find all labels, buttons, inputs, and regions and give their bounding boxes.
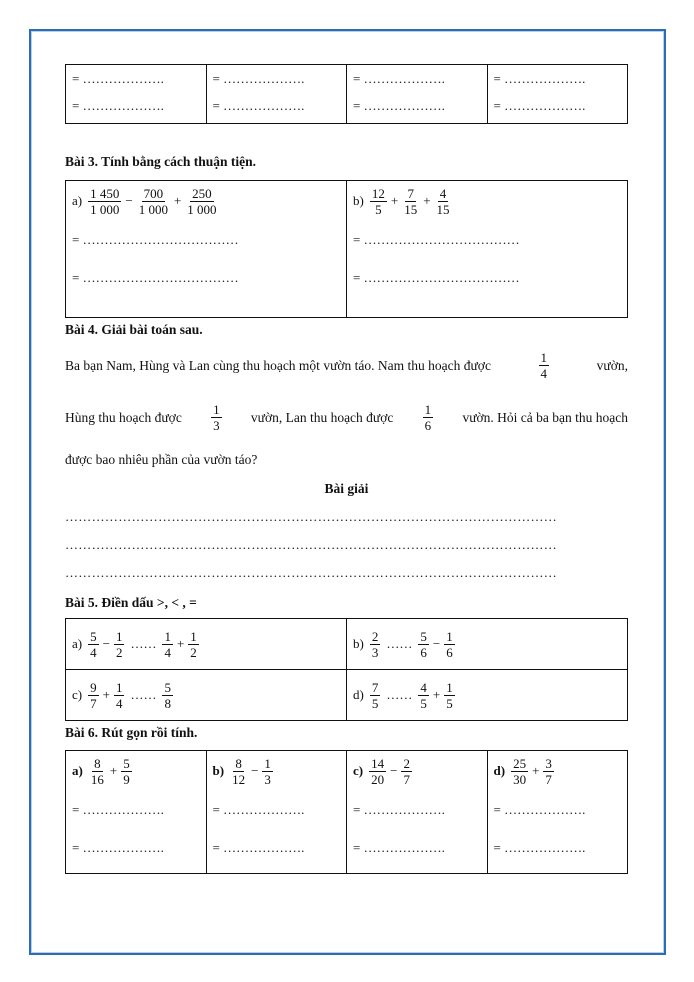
- denominator: 5: [420, 695, 427, 711]
- answer-line: = ……………….: [212, 802, 305, 817]
- denominator: 6: [424, 418, 432, 433]
- numerator: 1: [115, 679, 123, 695]
- denominator: 1 000: [187, 201, 217, 217]
- answer-line: = ……………….: [72, 840, 164, 855]
- fraction: [262, 756, 273, 787]
- denominator: 6: [420, 644, 427, 660]
- compare-b: [353, 624, 621, 664]
- operator: +: [423, 193, 431, 208]
- expression-d: [494, 751, 622, 791]
- item-label: b): [353, 636, 364, 651]
- answer-line: = ……………….: [353, 71, 445, 86]
- operator: −: [125, 193, 133, 208]
- operator: −: [390, 763, 398, 778]
- numerator: 9: [90, 679, 97, 695]
- numerator: 4: [439, 185, 447, 201]
- numerator: 5: [420, 628, 427, 644]
- fraction: [539, 350, 550, 381]
- denominator: 9: [123, 771, 130, 787]
- fraction: [162, 629, 173, 660]
- fraction: [370, 680, 381, 711]
- denominator: 5: [375, 201, 382, 217]
- denominator: 3: [371, 644, 379, 660]
- numerator: 250: [192, 185, 212, 201]
- numerator: 1: [190, 628, 197, 644]
- bai6-cell-d: [487, 751, 628, 874]
- denominator: 3: [264, 771, 271, 787]
- bai6-cell-a: [66, 751, 207, 874]
- denominator: 7: [90, 695, 97, 711]
- numerator: 1: [115, 628, 123, 644]
- operator: −: [102, 636, 110, 651]
- answer-line: = ……………….: [353, 840, 445, 855]
- fraction: [370, 186, 387, 217]
- answer-line: = ……………….: [212, 840, 305, 855]
- problem-text: Ba bạn Nam, Hùng và Lan cùng thu hoạch một vườn táo. Nam thu hoạch được: [65, 357, 491, 373]
- expression-a: [72, 181, 340, 221]
- answer-line: = ……………….: [353, 98, 445, 113]
- compare-a: [72, 624, 340, 664]
- answer-line: = ………………………………: [72, 270, 239, 285]
- item-label: b): [212, 763, 225, 778]
- bai5-cell-c: [66, 670, 347, 721]
- problem-text: Hùng thu hoạch được: [65, 409, 182, 425]
- fraction: [162, 680, 173, 711]
- numerator: 1: [424, 402, 432, 417]
- item-label: a): [72, 763, 83, 778]
- answer-line: = ………………………………: [353, 232, 520, 247]
- numerator: 5: [90, 628, 97, 644]
- answer-cell: [487, 65, 628, 124]
- numerator: 8: [235, 755, 242, 771]
- fraction: [369, 756, 386, 787]
- answer-line: = ……………….: [72, 802, 164, 817]
- operator: +: [532, 763, 540, 778]
- numerator: 1: [213, 402, 220, 417]
- operator: +: [109, 763, 118, 778]
- fraction: [444, 680, 455, 711]
- numerator: 7: [371, 679, 379, 695]
- section-title-bai3: Bài 3. Tính bằng cách thuận tiện.: [65, 154, 257, 169]
- denominator: 5: [371, 695, 379, 711]
- fraction: [370, 629, 381, 660]
- operator: +: [432, 687, 441, 702]
- blank-dots[interactable]: ……: [386, 636, 413, 651]
- section-title-bai6: Bài 6. Rút gọn rồi tính.: [65, 725, 198, 740]
- blank-dots[interactable]: ……: [130, 636, 157, 651]
- numerator: 5: [123, 755, 130, 771]
- fraction: [211, 402, 222, 433]
- fraction: [402, 186, 419, 217]
- denominator: 5: [446, 695, 453, 711]
- fraction: [230, 756, 247, 787]
- section-title-bai5: Bài 5. Điền dấu >, < , =: [65, 595, 197, 610]
- answer-line: = ……………….: [493, 840, 586, 855]
- problem-line-2: [65, 402, 628, 433]
- operator: +: [176, 636, 185, 651]
- fraction: [121, 756, 132, 787]
- bai6-cell-b: [206, 751, 347, 874]
- denominator: 20: [371, 771, 385, 787]
- numerator: 1: [264, 755, 271, 771]
- denominator: 8: [164, 695, 171, 711]
- expression-b: [213, 751, 341, 791]
- denominator: 2: [190, 644, 197, 660]
- numerator: 7: [407, 185, 414, 201]
- operator: +: [102, 687, 110, 702]
- solution-heading: Bài giải: [324, 481, 369, 496]
- operator: −: [251, 763, 259, 778]
- bai6-cell-c: [347, 751, 488, 874]
- fraction: [444, 629, 455, 660]
- bai5-cell-a: [66, 619, 347, 670]
- item-label: c): [353, 763, 364, 778]
- table-row: [66, 670, 628, 721]
- denominator: 4: [90, 644, 97, 660]
- answer-line: = ………………………………: [72, 232, 239, 247]
- answer-cell: [66, 65, 207, 124]
- problem-line-3: được bao nhiêu phần của vườn táo?: [65, 452, 258, 467]
- fraction: [423, 402, 434, 433]
- bai3-cell-b: [347, 181, 628, 318]
- item-label: a): [72, 636, 83, 651]
- fraction: [89, 756, 106, 787]
- problem-line-1: [65, 350, 628, 381]
- fraction: [418, 680, 429, 711]
- compare-c: [72, 675, 340, 715]
- denominator: 6: [446, 644, 453, 660]
- fraction: [88, 680, 99, 711]
- fraction: [88, 186, 121, 217]
- answer-cell: [347, 65, 488, 124]
- solution-line: …………………………………………………………………………………………………: [65, 537, 558, 552]
- fraction: [418, 629, 429, 660]
- numerator: 8: [94, 755, 101, 771]
- table-row: [66, 619, 628, 670]
- denominator: 16: [90, 771, 104, 787]
- denominator: 15: [404, 201, 418, 217]
- numerator: 2: [403, 755, 410, 771]
- item-label: b): [353, 193, 364, 208]
- blank-dots[interactable]: ……: [386, 687, 413, 702]
- table-row: [66, 181, 628, 318]
- numerator: 2: [371, 628, 379, 644]
- numerator: 1 450: [90, 185, 120, 201]
- answer-line: = ……………….: [493, 802, 586, 817]
- item-label: a): [72, 193, 83, 208]
- numerator: 25: [513, 755, 527, 771]
- bai3-table: [65, 180, 628, 318]
- denominator: 4: [540, 366, 548, 381]
- expression-a: [72, 751, 200, 791]
- item-label: d): [493, 763, 506, 778]
- denominator: 3: [213, 418, 220, 433]
- compare-d: [353, 675, 621, 715]
- fraction: [114, 629, 125, 660]
- fraction: [137, 186, 170, 217]
- fraction: [435, 186, 452, 217]
- fraction: [188, 629, 199, 660]
- numerator: 1: [540, 350, 548, 365]
- operator: +: [173, 193, 182, 208]
- solution-line: …………………………………………………………………………………………………: [65, 509, 558, 524]
- numerator: 1: [164, 628, 171, 644]
- denominator: 7: [403, 771, 410, 787]
- answer-line: = ……………….: [212, 71, 305, 86]
- bai6-table: [65, 750, 628, 874]
- item-label: c): [72, 687, 83, 702]
- answer-line: = ……………….: [72, 71, 164, 86]
- numerator: 14: [371, 755, 385, 771]
- numerator: 4: [420, 679, 427, 695]
- bai5-cell-b: [347, 619, 628, 670]
- numerator: 3: [545, 755, 552, 771]
- fraction: [88, 629, 99, 660]
- numerator: 700: [143, 185, 164, 201]
- answer-line: = ……………….: [72, 98, 164, 113]
- denominator: 2: [115, 644, 123, 660]
- numerator: 12: [371, 185, 385, 201]
- bai5-cell-d: [347, 670, 628, 721]
- problem-text: vườn,: [596, 357, 628, 373]
- fraction: [401, 756, 412, 787]
- numerator: 1: [446, 679, 453, 695]
- answer-line: = ………………………………: [353, 270, 520, 285]
- fraction: [511, 756, 528, 787]
- section-title-bai4: Bài 4. Giải bài toán sau.: [65, 322, 203, 337]
- answer-cell: [206, 65, 347, 124]
- bai3-cell-a: [66, 181, 347, 318]
- fraction: [185, 186, 218, 217]
- answer-line: = ……………….: [353, 802, 445, 817]
- fraction: [114, 680, 125, 711]
- operator: +: [390, 193, 399, 208]
- answer-line: = ……………….: [493, 98, 586, 113]
- denominator: 7: [545, 771, 552, 787]
- item-label: d): [353, 687, 364, 702]
- bai5-table: [65, 618, 628, 721]
- denominator: 15: [436, 201, 450, 217]
- denominator: 1 000: [90, 201, 120, 217]
- answer-line: = ……………….: [212, 98, 305, 113]
- denominator: 4: [164, 644, 171, 660]
- top-answer-grid: [65, 64, 628, 124]
- denominator: 4: [115, 695, 123, 711]
- denominator: 12: [232, 771, 246, 787]
- operator: −: [432, 636, 441, 651]
- expression-b: [353, 181, 621, 221]
- expression-c: [353, 751, 481, 791]
- problem-text: vườn. Hỏi cả ba bạn thu hoạch: [462, 409, 628, 425]
- solution-line: …………………………………………………………………………………………………: [65, 565, 558, 580]
- table-row: [66, 65, 628, 124]
- answer-line: = ……………….: [493, 71, 586, 86]
- denominator: 1 000: [138, 201, 168, 217]
- fraction: [543, 756, 554, 787]
- numerator: 1: [446, 628, 453, 644]
- blank-dots[interactable]: ……: [130, 687, 157, 702]
- denominator: 30: [513, 771, 527, 787]
- table-row: [66, 751, 628, 874]
- problem-text: vườn, Lan thu hoạch được: [250, 409, 394, 425]
- numerator: 5: [164, 679, 171, 695]
- solution-area: [65, 503, 628, 587]
